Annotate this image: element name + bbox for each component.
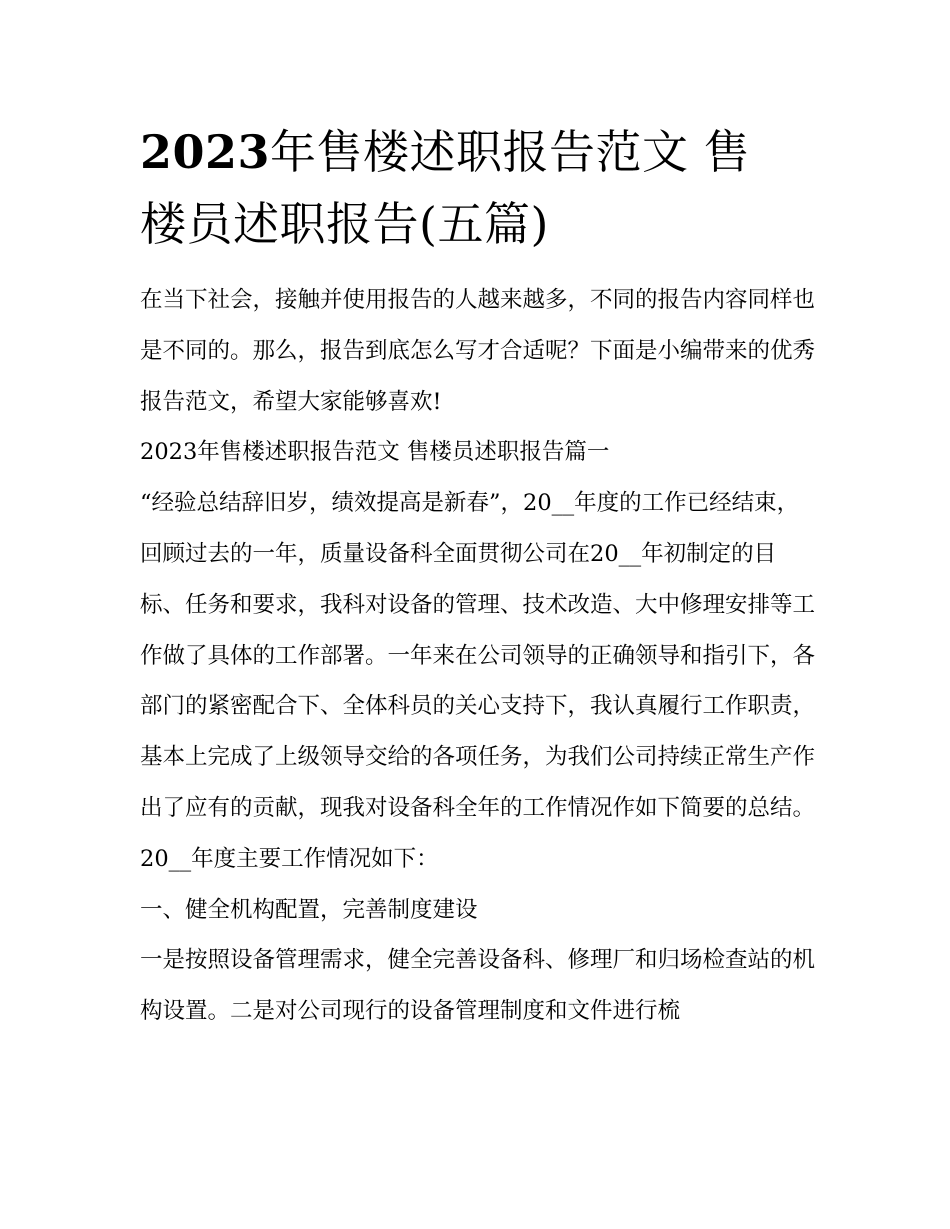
title-line1-rest: 年售楼述职报告范文 售 [270,125,751,179]
section-heading: 2023年售楼述职报告范文 售楼员述职报告篇一 [140,439,610,466]
document-title [140,116,815,260]
intro-paragraph: 在当下社会，接触并使用报告的人越来越多，不同的报告内容同样也是不同的。那么，报告到底怎么写才合适呢？下面是小编带来的优秀报告范文，希望大家能够喜欢! [140,287,816,415]
body-paragraph: “经验总结辞旧岁，绩效提高是新春”，20__年度的工作已经结束，回顾过去的一年，质量设备科全面贯彻公司在20__年初制定的目标、任务和要求，我科对设备的管理、技术改造、大中修理安排等工作做了具体的工作部署。一年来在公司领导的正确领导和指引下，各部门的紧密配合下、全体科员的关心支持下，我认真履行工作职责，基本上完成了上级领导交给的各项任务，为我们公司持续正常生产作出了应有的贡献，现我对设备科全年的工作情况作如下简要的总结。20__年度主要工作情况如下： [140,490,816,872]
body-paragraph: 一是按照设备管理需求，健全完善设备科、修理厂和归场检查站的机构设置。二是对公司现行的设备管理制度和文件进行梳 [140,947,816,1025]
title-year: 2023 [140,125,271,179]
title-line2: 楼员述职报告(五篇) [140,197,549,251]
subsection-heading: 一、健全机构配置，完善制度建设 [140,896,478,923]
document-body [140,275,815,1037]
